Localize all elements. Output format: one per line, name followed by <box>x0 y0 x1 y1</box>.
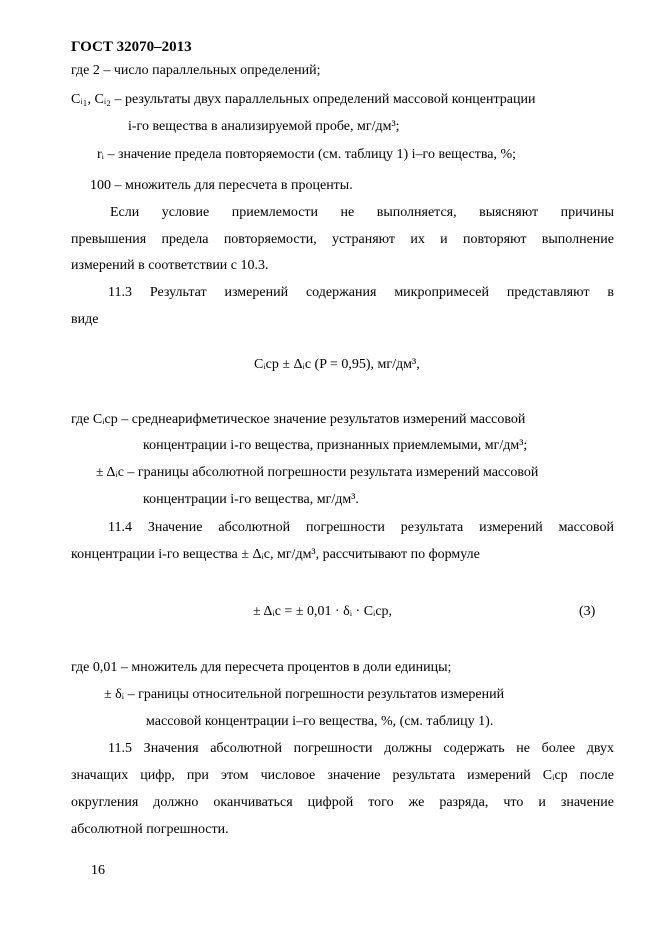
text-line: Cᵢ₁, Cᵢ₂ – результаты двух параллельных определений массовой концентрации <box>71 92 536 107</box>
text-line: виде <box>71 312 99 327</box>
text-line: 100 – множитель для пересчета в проценты. <box>90 178 353 193</box>
formula-result: Cᵢср ± Δᵢс (P = 0,95), мг/дм³, <box>254 357 420 372</box>
text-line: i-го вещества в анализируемой пробе, мг/дм³; <box>128 119 400 134</box>
text-line: ± Δᵢс – границы абсолютной погрешности результата измерений массовой <box>96 465 539 480</box>
text-line: значащих цифр, при этом числовое значение результата измерений Cᵢср после <box>71 768 614 783</box>
page-number: 16 <box>91 863 105 878</box>
text-line: 11.3 Результат измерений содержания микропримесей представляют в <box>108 285 614 300</box>
text-line: где 2 – число параллельных определений; <box>71 63 321 78</box>
text-line: массовой концентрации i–го вещества, %, (см. таблицу 1). <box>146 714 494 729</box>
formula-3: ± Δᵢс = ± 0,01 · δᵢ · Cᵢср, <box>253 604 393 619</box>
document-header: ГОСТ 32070–2013 <box>71 39 192 55</box>
formula-number: (3) <box>579 604 596 619</box>
text-line: 11.5 Значения абсолютной погрешности должны содержать не более двух <box>108 741 614 756</box>
text-line: где Cᵢср – среднеарифметическое значение результатов измерений массовой <box>71 412 526 427</box>
text-line: концентрации i-го вещества ± Δᵢс, мг/дм³, рассчитывают по формуле <box>71 547 480 562</box>
text-line: ± δᵢ – границы относительной погрешности результатов измерений <box>104 687 505 702</box>
text-line: концентрации i-го вещества, признанных приемлемыми, мг/дм³; <box>143 438 528 453</box>
text-line: округления должно оканчиваться цифрой того же разряда, что и значение <box>71 795 614 810</box>
text-line: измерений в соответствии с 10.3. <box>71 258 269 273</box>
text-line: концентрации i-го вещества, мг/дм³. <box>143 492 359 507</box>
text-line: 11.4 Значение абсолютной погрешности результата измерений массовой <box>108 520 614 535</box>
text-line: где 0,01 – множитель для пересчета процентов в доли единицы; <box>71 660 452 675</box>
text-line: превышения предела повторяемости, устраняют их и повторяют выполнение <box>71 232 614 247</box>
text-line: rᵢ – значение предела повторяемости (см. таблицу 1) i–го вещества, %; <box>97 147 517 162</box>
text-line: Если условие приемлемости не выполняется, выясняют причины <box>110 205 614 220</box>
text-line: абсолютной погрешности. <box>71 822 229 837</box>
